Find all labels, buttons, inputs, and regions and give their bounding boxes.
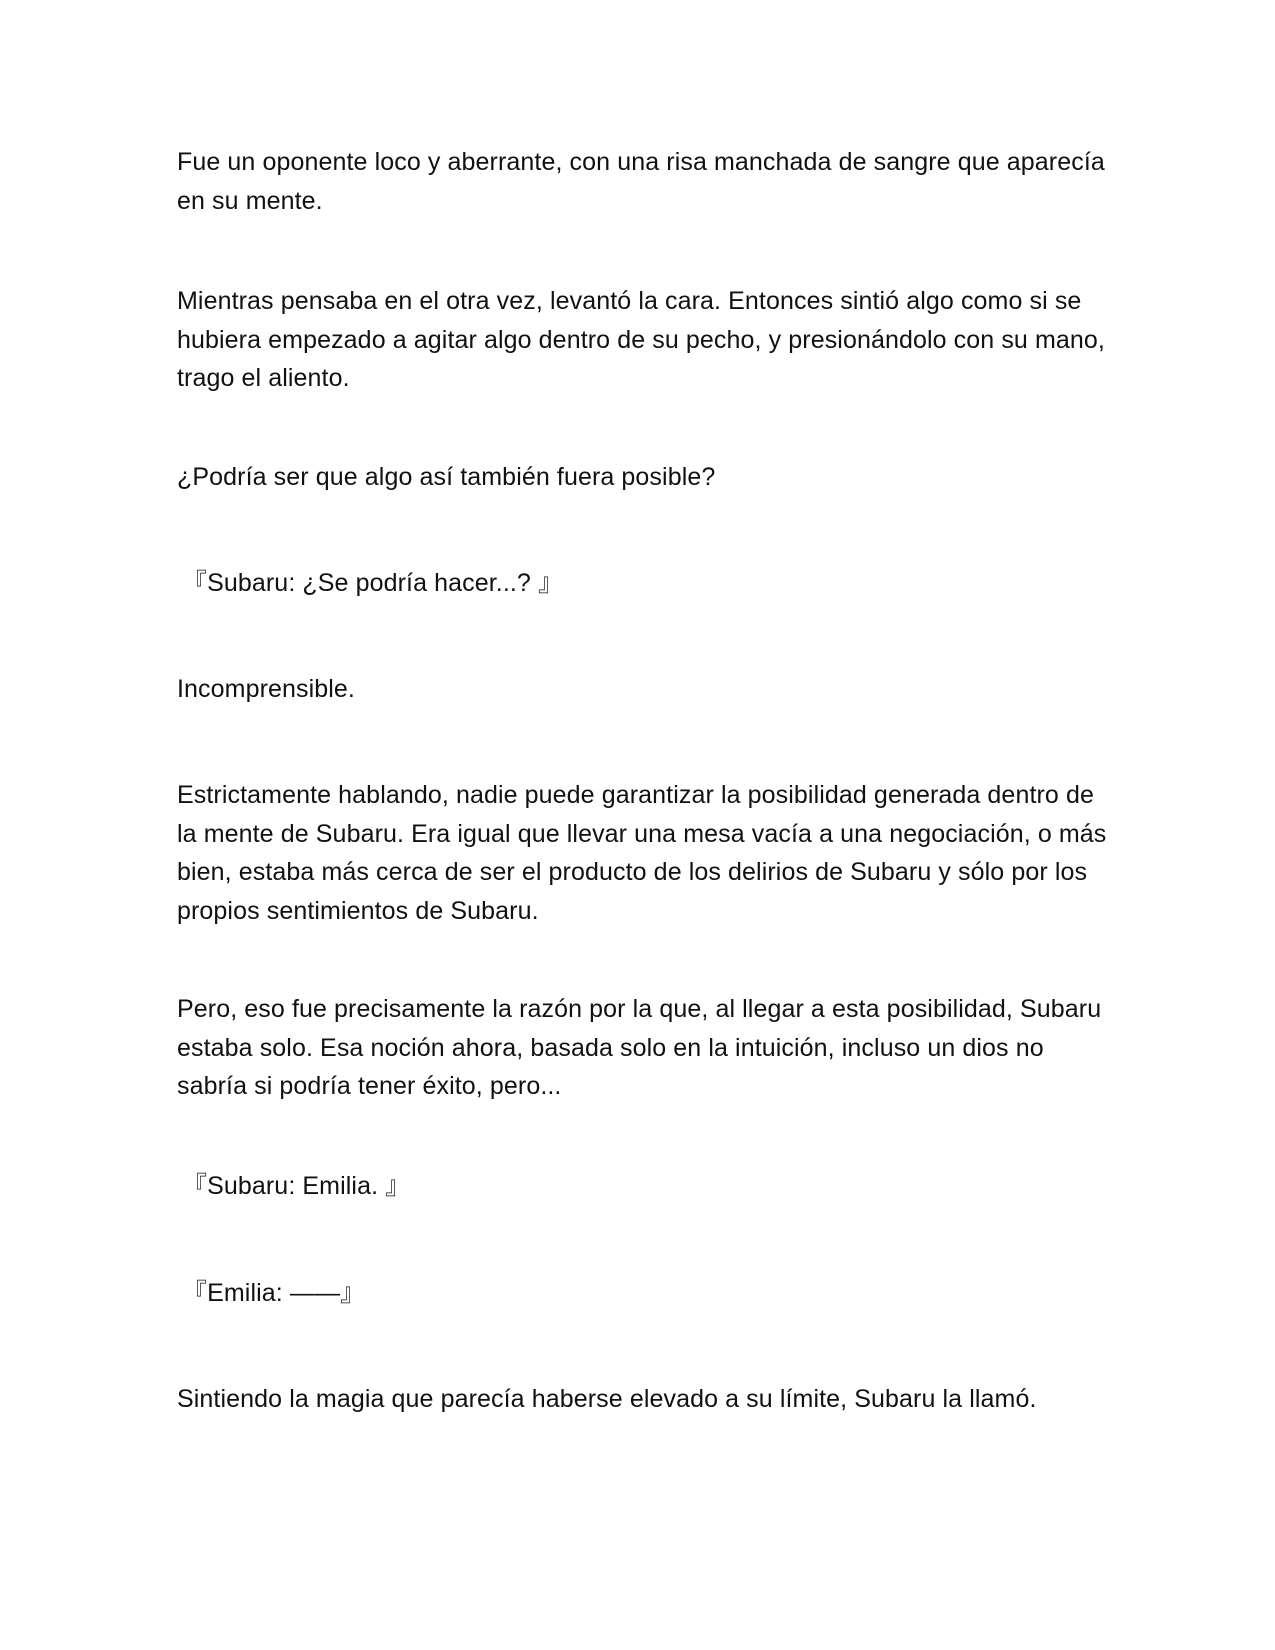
paragraph-6: Pero, eso fue precisamente la razón por la que, al llegar a esta posibilidad, Subaru estaba solo. Esa noción ahora, basada solo en la intuición, incluso un dios no sabría si podría tener éxito, pero... — [177, 995, 1102, 1100]
dialogue-line-emilia: 『Emilia: ——』 — [182, 1279, 366, 1307]
paragraph-4: Incomprensible. — [177, 675, 355, 703]
paragraph-2: Mientras pensaba en el otra vez, levantó la cara. Entonces sintió algo como si se hubiera empezado a agitar algo dentro de su pecho, y presionándolo con su mano, trago el aliento. — [177, 287, 1105, 392]
paragraph-7: Sintiendo la magia que parecía haberse elevado a su límite, Subaru la llamó. — [177, 1385, 1037, 1413]
paragraph-3: ¿Podría ser que algo así también fuera posible? — [177, 463, 716, 491]
dialogue-line-subaru-1: 『Subaru: ¿Se podría hacer...? 』 — [182, 569, 564, 597]
paragraph-5: Estrictamente hablando, nadie puede garantizar la posibilidad generada dentro de la mente de Subaru. Era igual que llevar una mesa vacía a una negociación, o más bien, estaba más cerca de ser el producto de los delirios de Subaru y sólo por los propios sentimientos de Subaru. — [177, 781, 1107, 925]
paragraph-1: Fue un oponente loco y aberrante, con una risa manchada de sangre que aparecía en su mente. — [177, 148, 1105, 215]
dialogue-line-subaru-2: 『Subaru: Emilia. 』 — [182, 1172, 411, 1200]
